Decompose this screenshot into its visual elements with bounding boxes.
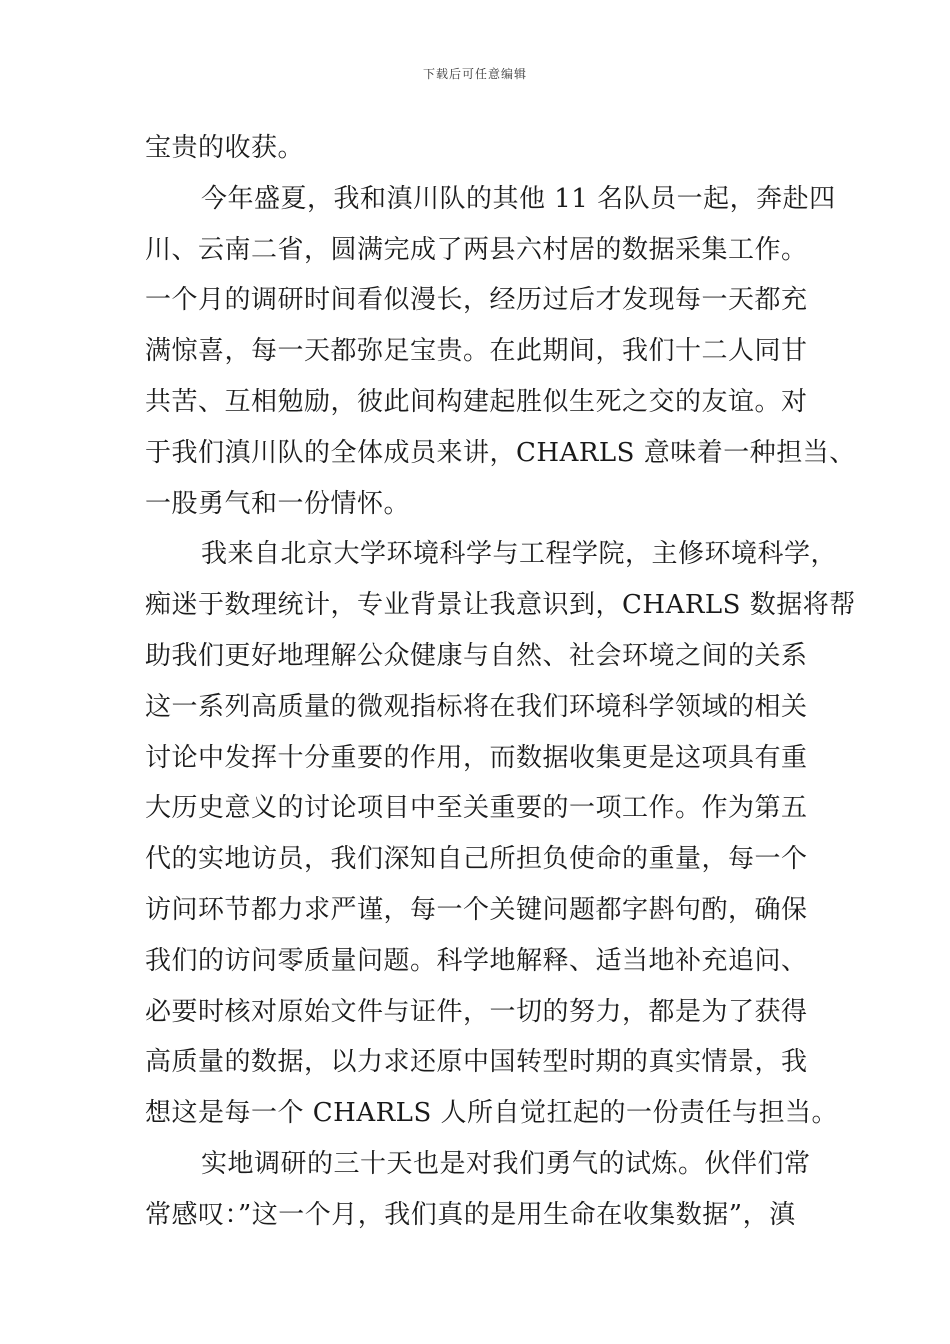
text-line: 必要时核对原始文件与证件，一切的努力，都是为了获得 <box>145 996 808 1027</box>
document-body <box>145 123 856 1241</box>
paragraph-start-line: 我来自北京大学环境科学与工程学院，主修环境科学， <box>201 539 838 570</box>
text-line: 一股勇气和一份情怀。 <box>145 488 411 519</box>
text-line: 满惊喜，每一天都弥足宝贵。在此期间，我们十二人同甘 <box>145 336 808 367</box>
paragraph-start-line: 实地调研的三十天也是对我们勇气的试炼。伙伴们常 <box>201 1148 811 1179</box>
text-line: 常感叹：”这一个月，我们真的是用生命在收集数据”，滇 <box>145 1199 796 1230</box>
text-line: 我们的访问零质量问题。科学地解释、适当地补充追问、 <box>145 945 808 976</box>
text-line: 于我们滇川队的全体成员来讲，CHARLS 意味着一种担当、 <box>145 437 856 468</box>
text-line: 宝贵的收获。 <box>145 133 305 163</box>
text-line: 代的实地访员，我们深知自己所担负使命的重量，每一个 <box>145 844 808 875</box>
text-line: 讨论中发挥十分重要的作用，而数据收集更是这项具有重 <box>145 742 808 773</box>
text-line: 这一系列高质量的微观指标将在我们环境科学领域的相关 <box>145 691 808 722</box>
text-line: 访问环节都力求严谨，每一个关键问题都字斟句酌，确保 <box>145 894 808 925</box>
text-line: 川、云南二省，圆满完成了两县六村居的数据采集工作。 <box>145 234 808 265</box>
text-line: 痴迷于数理统计，专业背景让我意识到，CHARLS 数据将帮 <box>145 590 856 621</box>
text-line: 助我们更好地理解公众健康与自然、社会环境之间的关系 <box>145 640 808 671</box>
text-line: 一个月的调研时间看似漫长，经历过后才发现每一天都充 <box>145 285 808 316</box>
page-header: 下载后可任意编辑 <box>422 67 527 81</box>
paragraph-start-line: 今年盛夏，我和滇川队的其他 11 名队员一起，奔赴四 <box>201 183 836 214</box>
text-line: 想这是每一个 CHARLS 人所自觉扛起的一份责任与担当。 <box>145 1098 839 1129</box>
text-line: 共苦、互相勉励，彼此间构建起胜似生死之交的友谊。对 <box>145 386 808 417</box>
text-line: 高质量的数据，以力求还原中国转型时期的真实情景，我 <box>145 1047 808 1078</box>
text-line: 大历史意义的讨论项目中至关重要的一项工作。作为第五 <box>145 793 808 824</box>
